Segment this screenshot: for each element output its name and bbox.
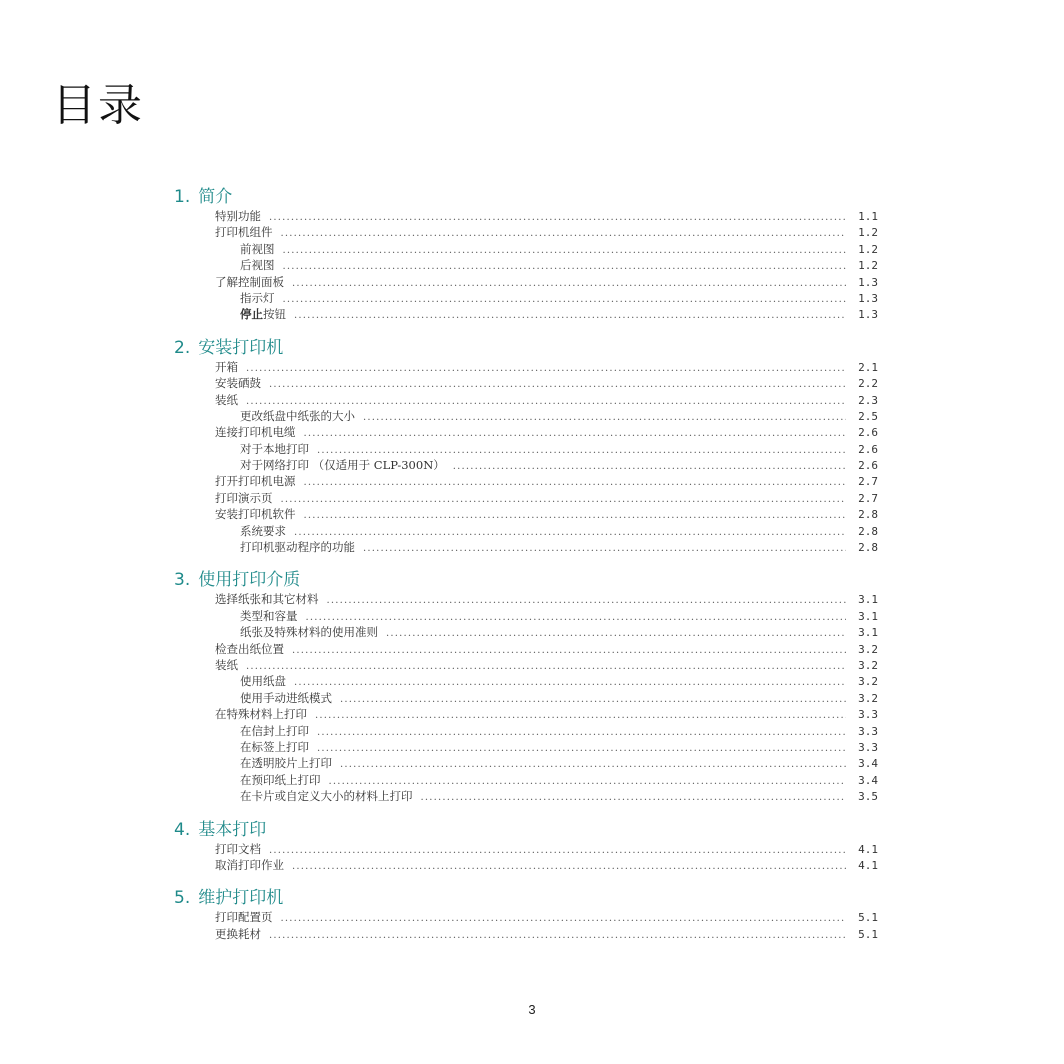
toc-entry-text: 打印文档 <box>215 841 261 856</box>
toc-entry[interactable] <box>174 208 878 224</box>
toc-entry-text: 安装打印机软件 <box>215 507 296 522</box>
toc-entry-page: 3.2 <box>858 658 878 672</box>
toc-entry-page: 2.8 <box>858 508 878 522</box>
toc-entry[interactable] <box>174 690 878 706</box>
toc-entry[interactable] <box>174 608 878 624</box>
toc-entry[interactable] <box>174 657 878 673</box>
toc-entry-label <box>240 306 286 322</box>
dot-leader <box>281 911 847 927</box>
dot-leader <box>386 626 846 642</box>
toc-entry[interactable] <box>174 739 878 755</box>
dot-leader <box>292 643 846 659</box>
section-number: 3. <box>174 570 191 591</box>
dot-leader <box>327 593 847 609</box>
toc-entry-label <box>240 290 275 306</box>
toc-entry-page: 5.1 <box>858 911 878 925</box>
dot-leader <box>294 308 846 324</box>
toc-entry-text: 特别功能 <box>215 209 261 223</box>
toc-entry[interactable] <box>174 473 878 489</box>
toc-entry-page: 3.1 <box>858 609 878 623</box>
toc-entry-page: 2.1 <box>858 360 878 374</box>
toc-entry-label <box>215 857 284 873</box>
dot-leader <box>292 276 846 292</box>
dot-leader <box>453 459 846 475</box>
toc-entry-page: 2.2 <box>858 377 878 391</box>
dot-leader <box>246 659 846 675</box>
dot-leader <box>269 928 846 944</box>
toc-entry-page: 1.1 <box>858 210 878 223</box>
toc-entry-label <box>240 723 309 739</box>
section-heading[interactable] <box>174 819 878 841</box>
toc-entry-text: 打印机驱动程序的功能 <box>240 540 355 555</box>
toc-entry-page: 4.1 <box>858 858 878 872</box>
section-number: 1. <box>174 187 191 207</box>
toc-entry[interactable] <box>174 788 878 804</box>
toc-entry-page: 3.2 <box>858 675 878 689</box>
toc-entry[interactable] <box>174 408 878 424</box>
toc-entry-page: 2.7 <box>858 475 878 489</box>
toc-entry-page: 1.3 <box>858 308 878 322</box>
toc-entry[interactable] <box>174 523 878 539</box>
toc-entry-page: 4.1 <box>858 842 878 856</box>
toc-entry-page: 3.3 <box>858 724 878 738</box>
toc-entry[interactable] <box>174 490 878 506</box>
toc-entry-label <box>215 706 307 722</box>
toc-entry-label <box>240 788 413 804</box>
toc-entry-text: 打开打印机电源 <box>215 474 296 489</box>
dot-leader <box>363 541 846 557</box>
toc-entry-text: 对于网络打印 （仅适用于 CLP-300N） <box>240 458 445 473</box>
toc-entry-text: 对于本地打印 <box>240 441 309 456</box>
toc-entry-page: 1.2 <box>858 242 878 256</box>
toc-entry-page: 2.7 <box>858 491 878 505</box>
toc-entry[interactable] <box>174 424 878 440</box>
toc-entry-label <box>215 909 273 925</box>
section-heading[interactable] <box>174 337 878 359</box>
toc-entry-page: 5.1 <box>858 927 878 941</box>
toc-entry-label <box>215 424 296 440</box>
section-number: 5. <box>174 888 191 909</box>
toc-entry-page: 3.4 <box>858 773 878 787</box>
toc-entry-page: 3.1 <box>858 593 878 607</box>
toc-entry-label <box>240 673 286 689</box>
toc-entry-label <box>215 657 238 673</box>
page-number: 3 <box>528 1002 536 1017</box>
dot-leader <box>283 292 847 308</box>
toc-entry-label <box>240 739 309 755</box>
dot-leader <box>269 843 846 859</box>
toc-entry[interactable] <box>174 772 878 788</box>
toc-entry-page: 2.6 <box>858 442 878 456</box>
toc-entry-page: 2.6 <box>858 459 878 473</box>
toc-entry[interactable] <box>174 441 878 457</box>
toc-entry-text: 安装硒鼓 <box>215 376 261 391</box>
toc-entry-label <box>215 506 296 522</box>
toc-entry-label <box>240 608 298 624</box>
dot-leader <box>283 243 847 259</box>
toc-entry-text: 开箱 <box>215 359 238 374</box>
toc-entry-text: 指示灯 <box>240 290 275 305</box>
toc-entry-text: 装纸 <box>215 657 238 672</box>
toc-entry[interactable] <box>174 926 878 942</box>
toc-entry-label <box>240 523 286 539</box>
toc-entry-text: 打印机组件 <box>215 225 273 240</box>
dot-leader <box>363 410 846 426</box>
toc-entry-text: 在卡片或自定义大小的材料上打印 <box>240 789 413 804</box>
section-number: 4. <box>174 819 191 840</box>
toc-entry-text: 在信封上打印 <box>240 723 309 738</box>
dot-leader <box>281 226 847 242</box>
toc-entry[interactable] <box>174 506 878 522</box>
dot-leader <box>304 508 847 524</box>
toc-entry-label <box>215 490 273 506</box>
dot-leader <box>317 741 846 757</box>
toc-entry[interactable] <box>174 673 878 689</box>
toc-entry-label <box>240 457 445 473</box>
toc-entry-label <box>240 441 309 457</box>
toc-entry-label <box>215 641 284 657</box>
toc-entry[interactable] <box>174 841 878 857</box>
toc-section <box>174 819 878 874</box>
toc-entry[interactable] <box>174 641 878 657</box>
dot-leader <box>421 790 847 806</box>
toc-entry-page: 1.2 <box>858 226 878 240</box>
toc-entry[interactable] <box>174 624 878 640</box>
section-heading[interactable] <box>174 887 878 909</box>
toc-entry-text: 在标签上打印 <box>240 739 309 754</box>
toc-section <box>174 887 878 942</box>
toc-entry-label <box>240 624 378 640</box>
dot-leader <box>304 475 847 491</box>
toc-entry-page: 3.5 <box>858 790 878 804</box>
dot-leader <box>340 757 846 773</box>
toc-entry[interactable] <box>174 241 878 257</box>
toc-entry-label <box>215 274 284 290</box>
toc-entry-label <box>215 375 261 391</box>
dot-leader <box>340 692 846 708</box>
toc-section <box>174 337 878 556</box>
toc-entry[interactable] <box>174 857 878 873</box>
toc-entry-text: 后视图 <box>240 258 275 273</box>
toc-entry[interactable] <box>174 392 878 408</box>
toc-entry-page: 3.4 <box>858 757 878 771</box>
toc-entry-label <box>215 392 238 408</box>
toc-entry[interactable] <box>174 909 878 925</box>
toc-entry-page: 3.2 <box>858 642 878 656</box>
dot-leader <box>292 859 846 875</box>
toc-entry-label <box>240 755 332 771</box>
toc-entry-page: 3.1 <box>858 626 878 640</box>
toc-entry-label <box>240 690 332 706</box>
toc-entry[interactable] <box>174 591 878 607</box>
toc-entry-label <box>240 257 275 273</box>
toc-entry[interactable] <box>174 359 878 375</box>
dot-leader <box>294 675 846 691</box>
toc-entry-text: 更改纸盘中纸张的大小 <box>240 408 355 423</box>
dot-leader <box>317 725 846 741</box>
section-title: 使用打印介质 <box>198 570 301 591</box>
toc-entry-page: 2.3 <box>858 393 878 407</box>
toc-entry-text: 使用纸盘 <box>240 674 286 689</box>
toc-entry[interactable] <box>174 224 878 240</box>
toc-entry[interactable] <box>174 457 878 473</box>
toc-entry-label <box>215 591 319 607</box>
toc-entry-text: 打印演示页 <box>215 490 273 505</box>
page-title: 目录 <box>52 80 144 132</box>
dot-leader <box>294 525 846 541</box>
toc-entry-page: 2.8 <box>858 524 878 538</box>
toc-section <box>174 569 878 804</box>
toc-entry[interactable] <box>174 723 878 739</box>
toc-entry-label <box>215 473 296 489</box>
toc-entry[interactable] <box>174 539 878 555</box>
toc-entry[interactable] <box>174 257 878 273</box>
toc-entry-page: 1.3 <box>858 291 878 305</box>
toc-entry-text: 取消打印作业 <box>215 857 284 872</box>
toc-entry-text: 在透明胶片上打印 <box>240 756 332 771</box>
toc-entry-text: 纸张及特殊材料的使用准则 <box>240 625 378 640</box>
dot-leader <box>283 259 847 275</box>
toc-entry-page: 1.2 <box>858 259 878 273</box>
dot-leader <box>246 361 846 377</box>
dot-leader <box>315 708 846 724</box>
toc-entry-text: 选择纸张和其它材料 <box>215 592 319 607</box>
toc-entry[interactable] <box>174 306 878 322</box>
dot-leader <box>269 377 846 393</box>
toc-entry-text: 打印配置页 <box>215 910 273 925</box>
toc-entry-page: 2.8 <box>858 541 878 555</box>
toc-entry-text: 前视图 <box>240 241 275 256</box>
toc-entry-label <box>215 359 238 375</box>
toc-entry[interactable] <box>174 706 878 722</box>
table-of-contents <box>174 186 878 956</box>
toc-entry-bold-prefix: 停止 <box>240 307 263 322</box>
toc-entry-text: 检查出纸位置 <box>215 641 284 656</box>
dot-leader <box>269 210 846 226</box>
toc-entry[interactable] <box>174 274 878 290</box>
toc-entry-text: 按钮 <box>263 307 286 322</box>
toc-entry-page: 2.5 <box>858 409 878 423</box>
toc-entry-text: 了解控制面板 <box>215 274 284 289</box>
section-heading[interactable] <box>174 569 878 591</box>
toc-entry-text: 连接打印机电缆 <box>215 425 296 440</box>
toc-entry-text: 类型和容量 <box>240 608 298 623</box>
toc-entry-text: 在特殊材料上打印 <box>215 707 307 722</box>
toc-entry[interactable] <box>174 290 878 306</box>
toc-entry[interactable] <box>174 375 878 391</box>
toc-section <box>174 186 878 323</box>
section-title: 安装打印机 <box>198 337 284 358</box>
toc-entry-label <box>240 408 355 424</box>
toc-entry-text: 装纸 <box>215 392 238 407</box>
toc-entry-page: 3.2 <box>858 691 878 705</box>
toc-entry-text: 在预印纸上打印 <box>240 772 321 787</box>
toc-entry-page: 3.3 <box>858 740 878 754</box>
section-title: 维护打印机 <box>198 888 284 909</box>
toc-entry-label <box>215 224 273 240</box>
toc-entry-label <box>240 772 321 788</box>
toc-entry-label <box>215 926 261 942</box>
dot-leader <box>306 610 847 626</box>
section-title: 简介 <box>198 187 233 207</box>
toc-entry-label <box>215 208 261 224</box>
dot-leader <box>281 492 847 508</box>
toc-entry-label <box>215 841 261 857</box>
toc-entry-label <box>240 241 275 257</box>
toc-entry-page: 3.3 <box>858 708 878 722</box>
toc-entry-page: 1.3 <box>858 275 878 289</box>
section-heading[interactable] <box>174 186 878 208</box>
toc-entry-text: 更换耗材 <box>215 926 261 941</box>
toc-entry-text: 使用手动进纸模式 <box>240 690 332 705</box>
dot-leader <box>304 426 847 442</box>
section-number: 2. <box>174 337 191 358</box>
toc-entry[interactable] <box>174 755 878 771</box>
toc-entry-text: 系统要求 <box>240 523 286 538</box>
section-title: 基本打印 <box>198 819 267 840</box>
toc-entry-label <box>240 539 355 555</box>
toc-entry-page: 2.6 <box>858 426 878 440</box>
